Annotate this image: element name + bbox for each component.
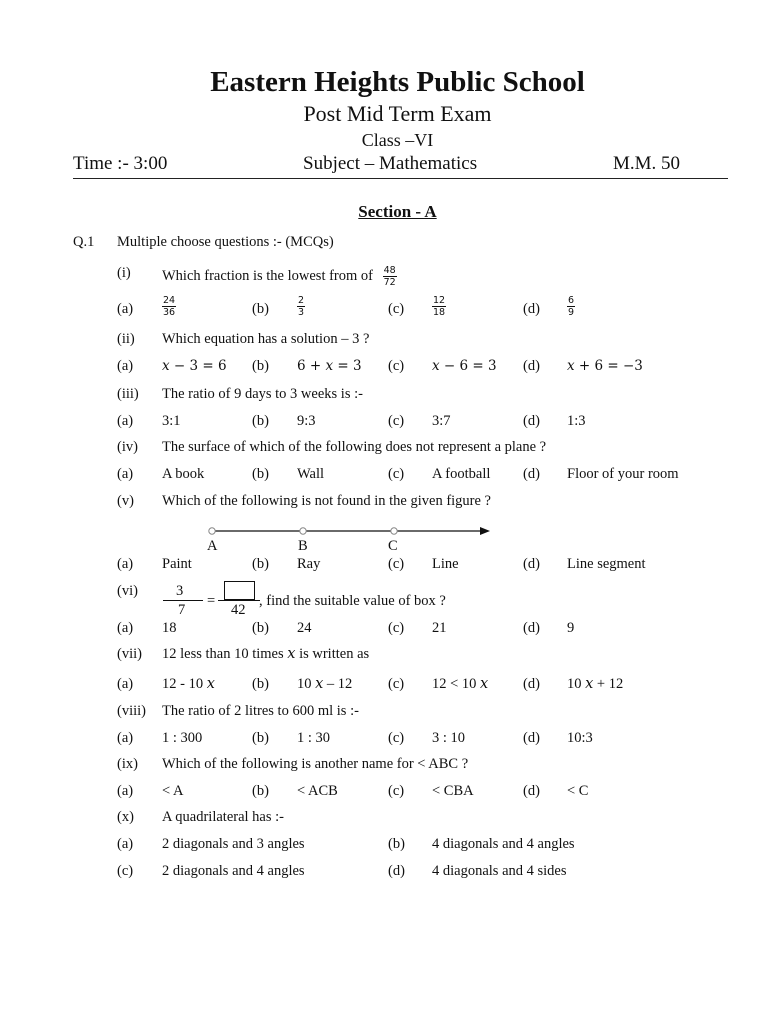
option-text: < A — [162, 783, 184, 799]
item-text-i — [162, 265, 397, 288]
item-label-vi: (vi) — [117, 583, 138, 599]
option-text: A book — [162, 466, 205, 482]
item-label-vii: (vii) — [117, 646, 142, 662]
option-text: 3:7 — [432, 413, 451, 429]
item-label-iii: (iii) — [117, 386, 139, 402]
option-label: (c) — [388, 783, 405, 799]
max-marks-label: M.M. 50 — [613, 153, 681, 174]
option-label: (a) — [117, 783, 134, 799]
option-text: 1 : 300 — [162, 730, 203, 746]
option-label: (d) — [523, 676, 540, 692]
option-text: 4 diagonals and 4 angles — [432, 836, 575, 852]
option-text: 𝑥 + 6 = −3 — [567, 358, 643, 374]
option-label: (c) — [388, 413, 405, 429]
option-text: 4 diagonals and 4 sides — [432, 863, 567, 879]
item-text-v: Which of the following is not found in the given figure ? — [162, 493, 491, 509]
item-text-ii: Which equation has a solution – 3 ? — [162, 331, 370, 347]
school-name: Eastern Heights Public School — [210, 66, 585, 98]
option-label: (b) — [252, 730, 269, 746]
time-label: Time :- 3:00 — [73, 153, 168, 174]
item-text-vi: , find the suitable value of box ? — [259, 593, 446, 609]
option-text: 24 — [297, 620, 312, 636]
option-label: (c) — [388, 301, 405, 317]
question-title: Multiple choose questions :- (MCQs) — [117, 234, 334, 250]
question-number: Q.1 — [73, 234, 95, 250]
option-label: (a) — [117, 676, 134, 692]
option-label: (d) — [523, 556, 540, 572]
option-label: (c) — [388, 676, 405, 692]
option-label: (a) — [117, 413, 134, 429]
ray-figure — [200, 520, 500, 550]
option-text: 10 𝑥 + 12 — [567, 676, 624, 692]
fraction — [383, 265, 397, 288]
option-text: 3:1 — [162, 413, 181, 429]
item-text-vii — [162, 646, 369, 663]
option-text: Line segment — [567, 556, 646, 572]
equals-sign: = — [207, 593, 216, 609]
subject-label: Subject – Mathematics — [303, 153, 478, 174]
option-label: (d) — [523, 358, 540, 374]
fraction-numerator: 24 — [163, 295, 176, 306]
fraction-numerator: 6 — [568, 295, 575, 306]
option-text: 9:3 — [297, 413, 316, 429]
option-label: (b) — [388, 836, 405, 852]
option-label: (d) — [523, 301, 540, 317]
item-text: 12 less than 10 times — [162, 646, 288, 662]
fraction-denominator: 9 — [568, 307, 575, 318]
option-label: (a) — [117, 556, 134, 572]
point-b-label: B — [298, 538, 308, 554]
option-text: 1 : 30 — [297, 730, 331, 746]
item-label-ii: (ii) — [117, 331, 135, 347]
option-fraction — [432, 295, 446, 318]
fraction-denominator: 18 — [433, 307, 446, 318]
option-label: (a) — [117, 466, 134, 482]
box-fraction-bar — [218, 600, 260, 601]
ray-arrowhead — [480, 527, 490, 535]
option-fraction — [567, 295, 575, 318]
item-text-ix: Which of the following is another name for < ABC ? — [162, 756, 469, 772]
fraction-numerator: 12 — [433, 295, 446, 306]
option-label: (a) — [117, 836, 134, 852]
option-text: Line — [432, 556, 459, 572]
item-text-viii: The ratio of 2 litres to 600 ml is :- — [162, 703, 359, 719]
option-label: (d) — [523, 783, 540, 799]
item-text-iii: The ratio of 9 days to 3 weeks is :- — [162, 386, 363, 402]
item-label-x: (x) — [117, 809, 134, 825]
option-label: (b) — [252, 413, 269, 429]
option-text: 𝑥 − 6 = 3 — [432, 358, 497, 374]
option-label: (b) — [252, 676, 269, 692]
fraction-denominator: 3 — [298, 307, 305, 318]
option-label: (c) — [117, 863, 134, 879]
item-label-ix: (ix) — [117, 756, 138, 772]
option-text: 12 - 10 𝑥 — [162, 676, 215, 692]
option-text: < CBA — [432, 783, 474, 799]
option-text: 𝑥 − 3 = 6 — [162, 358, 227, 374]
item-label-viii: (viii) — [117, 703, 146, 719]
option-text: A football — [432, 466, 491, 482]
option-label: (b) — [252, 358, 269, 374]
section-title: Section - A — [358, 202, 437, 221]
class-label: Class –VI — [361, 130, 434, 150]
option-label: (c) — [388, 620, 405, 636]
point-c-dot — [391, 528, 397, 534]
option-text: Paint — [162, 556, 192, 572]
option-label: (a) — [117, 358, 134, 374]
option-label: (b) — [252, 556, 269, 572]
point-b-dot — [300, 528, 306, 534]
option-fraction — [297, 295, 305, 318]
item-text: is written as — [295, 646, 370, 662]
item-text-x: A quadrilateral has :- — [162, 809, 284, 825]
option-text: 2 diagonals and 3 angles — [162, 836, 305, 852]
item-text: Which fraction is the lowest from of — [162, 267, 373, 284]
option-text: 2 diagonals and 4 angles — [162, 863, 305, 879]
option-label: (d) — [523, 730, 540, 746]
option-label: (b) — [252, 301, 269, 317]
option-label: (d) — [523, 620, 540, 636]
option-label: (a) — [117, 301, 134, 317]
option-text: 10:3 — [567, 730, 593, 746]
option-label: (d) — [523, 466, 540, 482]
option-label: (b) — [252, 466, 269, 482]
item-label-v: (v) — [117, 493, 134, 509]
point-a-label: A — [207, 538, 218, 554]
option-label: (a) — [117, 730, 134, 746]
option-text: < C — [567, 783, 589, 799]
fraction-denominator: 7 — [178, 602, 186, 618]
option-text: 1:3 — [567, 413, 586, 429]
item-label-iv: (iv) — [117, 439, 138, 455]
fraction-numerator: 48 — [383, 265, 396, 276]
option-label: (c) — [388, 730, 405, 746]
fraction-bar — [163, 600, 203, 601]
option-text: 6 + 𝑥 = 3 — [297, 358, 362, 374]
option-fraction — [162, 295, 176, 318]
item-text-iv: The surface of which of the following does not represent a plane ? — [162, 439, 547, 455]
option-text: Wall — [297, 466, 325, 482]
box-denominator: 42 — [231, 602, 246, 618]
answer-box — [224, 581, 255, 600]
option-label: (d) — [388, 863, 405, 879]
fraction-numerator: 2 — [298, 295, 305, 306]
fraction-denominator: 72 — [383, 277, 396, 288]
option-text: 12 < 10 𝑥 — [432, 676, 489, 692]
option-text: 21 — [432, 620, 447, 636]
header-divider — [73, 178, 728, 179]
option-label: (b) — [252, 620, 269, 636]
option-label: (b) — [252, 783, 269, 799]
variable-x: 𝑥 — [287, 646, 296, 662]
fraction-numerator: 3 — [176, 583, 184, 599]
option-text: 9 — [567, 620, 575, 636]
option-text: < ACB — [297, 783, 338, 799]
fraction-denominator: 36 — [163, 307, 176, 318]
item-label-i: (i) — [117, 265, 131, 281]
option-text: Ray — [297, 556, 321, 572]
option-text: 10 𝑥 – 12 — [297, 676, 353, 692]
option-text: Floor of your room — [567, 466, 679, 482]
option-text: 3 : 10 — [432, 730, 466, 746]
option-text: 18 — [162, 620, 177, 636]
option-label: (c) — [388, 466, 405, 482]
exam-title: Post Mid Term Exam — [303, 101, 492, 126]
point-a-dot — [209, 528, 215, 534]
option-label: (c) — [388, 358, 405, 374]
point-c-label: C — [388, 538, 398, 554]
option-label: (c) — [388, 556, 405, 572]
option-label: (a) — [117, 620, 134, 636]
option-label: (d) — [523, 413, 540, 429]
